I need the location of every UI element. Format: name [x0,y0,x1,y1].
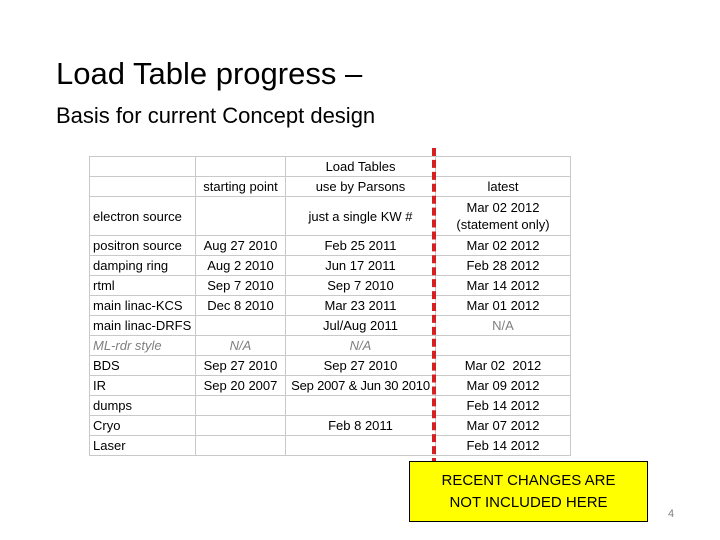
cell-use-by-parsons [286,436,436,456]
row-label: BDS [90,356,196,376]
table-row-electron-source [90,197,571,236]
notice-line-1: RECENT CHANGES ARE [441,471,616,489]
cell-use-by-parsons: just a single KW # [286,197,436,236]
cell-latest [436,197,571,236]
cell-starting-point [196,396,286,416]
row-label: rtml [90,276,196,296]
red-dashed-divider [432,148,436,466]
row-label: main linac-KCS [90,296,196,316]
cell-latest: Feb 28 2012 [436,256,571,276]
cell-starting-point [196,197,286,236]
cell-starting-point: Aug 2 2010 [196,256,286,276]
row-label: positron source [90,236,196,256]
cell-latest: Mar 07 2012 [436,416,571,436]
cell-latest: Feb 14 2012 [436,436,571,456]
row-label: dumps [90,396,196,416]
row-label: Cryo [90,416,196,436]
cell-use-by-parsons: Jul/Aug 2011 [286,316,436,336]
table-row-bds [90,356,571,376]
load-table [89,156,571,456]
table-header-blank [436,157,571,177]
column-header-starting-point: starting point [196,177,286,197]
cell-latest: Mar 14 2012 [436,276,571,296]
cell-use-by-parsons: Feb 8 2011 [286,416,436,436]
table-row-ml-rdr-style [90,336,571,356]
row-label: ML-rdr style [90,336,196,356]
cell-latest [436,336,571,356]
table-corner-cell [90,177,196,197]
cell-latest: N/A [436,316,571,336]
cell-latest-line1: Mar 02 2012 [466,200,540,215]
table-header-row-group [90,157,571,177]
column-header-latest: latest [436,177,571,197]
cell-starting-point: Dec 8 2010 [196,296,286,316]
cell-latest: Mar 01 2012 [436,296,571,316]
slide-subtitle: Basis for current Concept design [56,103,376,128]
row-label: Laser [90,436,196,456]
cell-use-by-parsons: Feb 25 2011 [286,236,436,256]
cell-latest-line2: (statement only) [456,217,550,232]
table-row-main-linac-drfs [90,316,571,336]
load-table-container [89,156,570,458]
cell-latest: Mar 02 2012 [436,356,571,376]
row-label: damping ring [90,256,196,276]
table-row-laser [90,436,571,456]
cell-starting-point: Sep 7 2010 [196,276,286,296]
table-row-main-linac-kcs [90,296,571,316]
cell-use-by-parsons: Mar 23 2011 [286,296,436,316]
page-number: 4 [668,508,675,520]
cell-use-by-parsons: Sep 7 2010 [286,276,436,296]
table-header-row-columns [90,177,571,197]
cell-use-by-parsons: Sep 2007 & Jun 30 2010 [286,376,436,396]
table-row-dumps [90,396,571,416]
table-row-damping-ring [90,256,571,276]
table-row-positron-source [90,236,571,256]
slide-title: Load Table progress – [56,56,363,91]
cell-use-by-parsons [286,396,436,416]
row-label: IR [90,376,196,396]
notice-line-2: NOT INCLUDED HERE [449,493,608,511]
table-corner-cell [90,157,196,177]
cell-starting-point: Sep 20 2007 [196,376,286,396]
row-label: electron source [90,197,196,236]
cell-starting-point: N/A [196,336,286,356]
table-header-blank [196,157,286,177]
table-row-cryo [90,416,571,436]
cell-latest: Feb 14 2012 [436,396,571,416]
cell-latest: Mar 09 2012 [436,376,571,396]
cell-starting-point: Aug 27 2010 [196,236,286,256]
table-row-rtml [90,276,571,296]
group-header-load-tables: Load Tables [286,157,436,177]
cell-starting-point: Sep 27 2010 [196,356,286,376]
cell-use-by-parsons: Sep 27 2010 [286,356,436,376]
cell-use-by-parsons: N/A [286,336,436,356]
column-header-use-by-parsons: use by Parsons [286,177,436,197]
table-row-ir [90,376,571,396]
cell-use-by-parsons: Jun 17 2011 [286,256,436,276]
cell-starting-point [196,316,286,336]
cell-starting-point [196,416,286,436]
cell-starting-point [196,436,286,456]
cell-latest: Mar 02 2012 [436,236,571,256]
row-label: main linac-DRFS [90,316,196,336]
recent-changes-notice [409,461,648,522]
